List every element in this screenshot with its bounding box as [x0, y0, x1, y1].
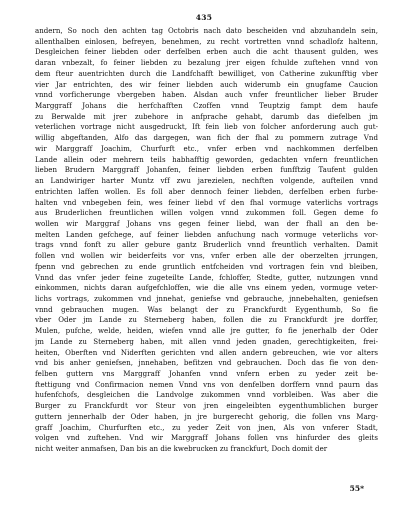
- text-line: daran vnbezalt, fo feiner liebden zu bezalung jrer eigen fchulde zuftehen vnnd von: [35, 58, 378, 68]
- text-line: follen vnd wollen wir beiderfeits vor vns, vnfer erben alle der oberzelten jrrungen,: [35, 251, 378, 261]
- signature-mark: 55*: [349, 484, 364, 493]
- text-line: aus Bruderlichen freuntlichen willen volgen vnnd zukommen foll. Gegen deme fo: [35, 208, 378, 218]
- text-line: dem fteur auentrichten durch die Landfchafft bewilliget, von Catherine zukunfftig vber: [35, 68, 378, 78]
- text-line: Desgleichen feiner liebden oder derfelben erben auch die acht thausent gulden, wes: [35, 47, 378, 57]
- text-line: vber Oder jm Lande zu Sterneberg haben, follen die zu Franckfurdt jre dorffer,: [35, 315, 378, 325]
- text-line: andern, So noch den achten tag Octobris nach dato bescheiden vnd abzuhandeln sein,: [35, 26, 378, 35]
- text-line: vnnd gebrauchen mugen. Was belangt der zu Franckfurdt Eygenthumb, So fie: [35, 304, 378, 314]
- text-line: wir Marggraff Joachim, Churfurft etc., vnfer erben vnd nachkommen derfelben: [35, 143, 378, 153]
- text-line: ftettigung vnd Confirmacion nemen Vnnd vns von denfelben dorffern vnnd paurn das: [35, 379, 378, 389]
- text-line: Mulen, pufche, welde, heiden, wiefen vnnd alle jre gutter, fo fie jenerhalb der Oder: [35, 326, 378, 336]
- text-line: Lande allein oder mehrern teils habhafftig geworden, gedachten vnfern freuntlichen: [35, 154, 378, 164]
- text-line: Marggraff Johans die herfchafften Czoffen vnnd Teuptzig fampt dem haufe: [35, 101, 378, 111]
- text-line: hufenfchofs, desgleichen die Landvolge zukommen vnnd vorbleiben. Was aber die: [35, 390, 378, 400]
- text-line: nicht weiter anmafsen, Dan bis an die kwebrucken zu franckfurt, Doch domit der: [35, 444, 328, 454]
- text-line: einkommen, nichts daran aufgefchloffen, wie die alle vns einem yeden, vormuge veter-: [35, 283, 378, 293]
- text-line: vnnd vorficherunge vbergeben haben. Alsdan auch vnfer freuntlicher lieber Bruder: [35, 90, 378, 100]
- text-line: fpenn vnd gebrechen zu ende gruntlich entfcheiden vnd vortragen fein vnd bleiben,: [35, 261, 378, 271]
- text-line: allenthalben einlosen, befreyen, benehmen, zu recht vortretten vnnd schadlofz haltenn,: [35, 36, 378, 46]
- text-line: guttern jennerhalb der Oder haben, jn jre burgerecht gehorig, die follen vns Marg-: [35, 411, 378, 421]
- text-line: lichs vortrags, zukommen vnd jnnehat, geniefse vnd gebrauche, jnnebehalten, geniefsen: [35, 293, 378, 303]
- text-line: Burger zu Franckfurdt vor Steur von jren eingeleibten eygenthumblichen burger: [35, 401, 378, 411]
- text-line: jm Lande zu Sterneberg haben, mit allen vnnd jeden gnaden, gerechtigkeiten, frei-: [35, 336, 378, 346]
- text-line: lieben Brudern Marggraff Johanfen, feiner liebden erben funfftzig Taufent gulden: [35, 165, 378, 175]
- text-line: felben guttern vns Marggraff Johanfen vnnd vnfern erben zu yeder zeit be-: [35, 369, 378, 378]
- text-line: vnd bis anher geniefsen, jnnehaben, befitzen vnd gebrauchen. Doch das fie von den-: [35, 358, 378, 368]
- text-line: vier Jar entrichten, des wir feiner liebden auch widerumb ein gnugfame Caucion: [35, 79, 378, 89]
- text-line: volgen vnd zuftehen. Vnd wir Marggraff Johans follen vns hinfurder des gleits: [35, 433, 378, 443]
- text-line: wollen wir Marggraf Johans vns gegen feiner liebd, wan der fhall an den be-: [35, 218, 378, 228]
- text-line: Vnnd das vnfer jeder feine zugeteilte Lande, fchloffer, Stedte, gutter, nutzungen vnnd: [35, 272, 378, 282]
- page-number: 435: [195, 13, 213, 22]
- body-text: [35, 26, 378, 455]
- text-line: trags vnnd fonft zu aller gebure gantz Bruderlich vnnd freuntlich verhalten. Damit: [35, 240, 378, 250]
- text-line: willig abgeftanden, Alfo das dargegen, wan fich der fhal zu pommern zutrage Vnd: [35, 133, 378, 143]
- text-line: heiten, Oberften vnd Niderften gerichten vnd allen andern gebreuchen, wie vor alters: [35, 347, 378, 357]
- text-line: entrichten laffen wollen. Es foll aber dennoch feiner liebden, derfelben erben furbe-: [35, 186, 378, 196]
- text-line: veterlichen vortrage nicht ausgedruckt, Ift fein lieb von folcher anforderung auch gut-: [35, 122, 378, 132]
- text-line: zu Berwalde mit jrer zubehore in anfprache gehabt, darumb das diefelben jm: [35, 111, 378, 121]
- text-line: an Landwiriger harter Muntz vff zwu jarezielen, nechften volgende, aufteilen vnnd: [35, 176, 378, 186]
- text-line: graff Joachim, Churfurften etc., zu yeder Zeit von jnen, Als von vnferer Stadt,: [35, 422, 378, 432]
- text-line: melten Landen gefchege, auf feiner liebden anfuchung nach vormuge veterlichs vor-: [35, 229, 378, 239]
- text-line: halten vnd vnbegeben fein, wes feiner liebd vf den fhal vormuge vaterlichs vortrags: [35, 197, 378, 207]
